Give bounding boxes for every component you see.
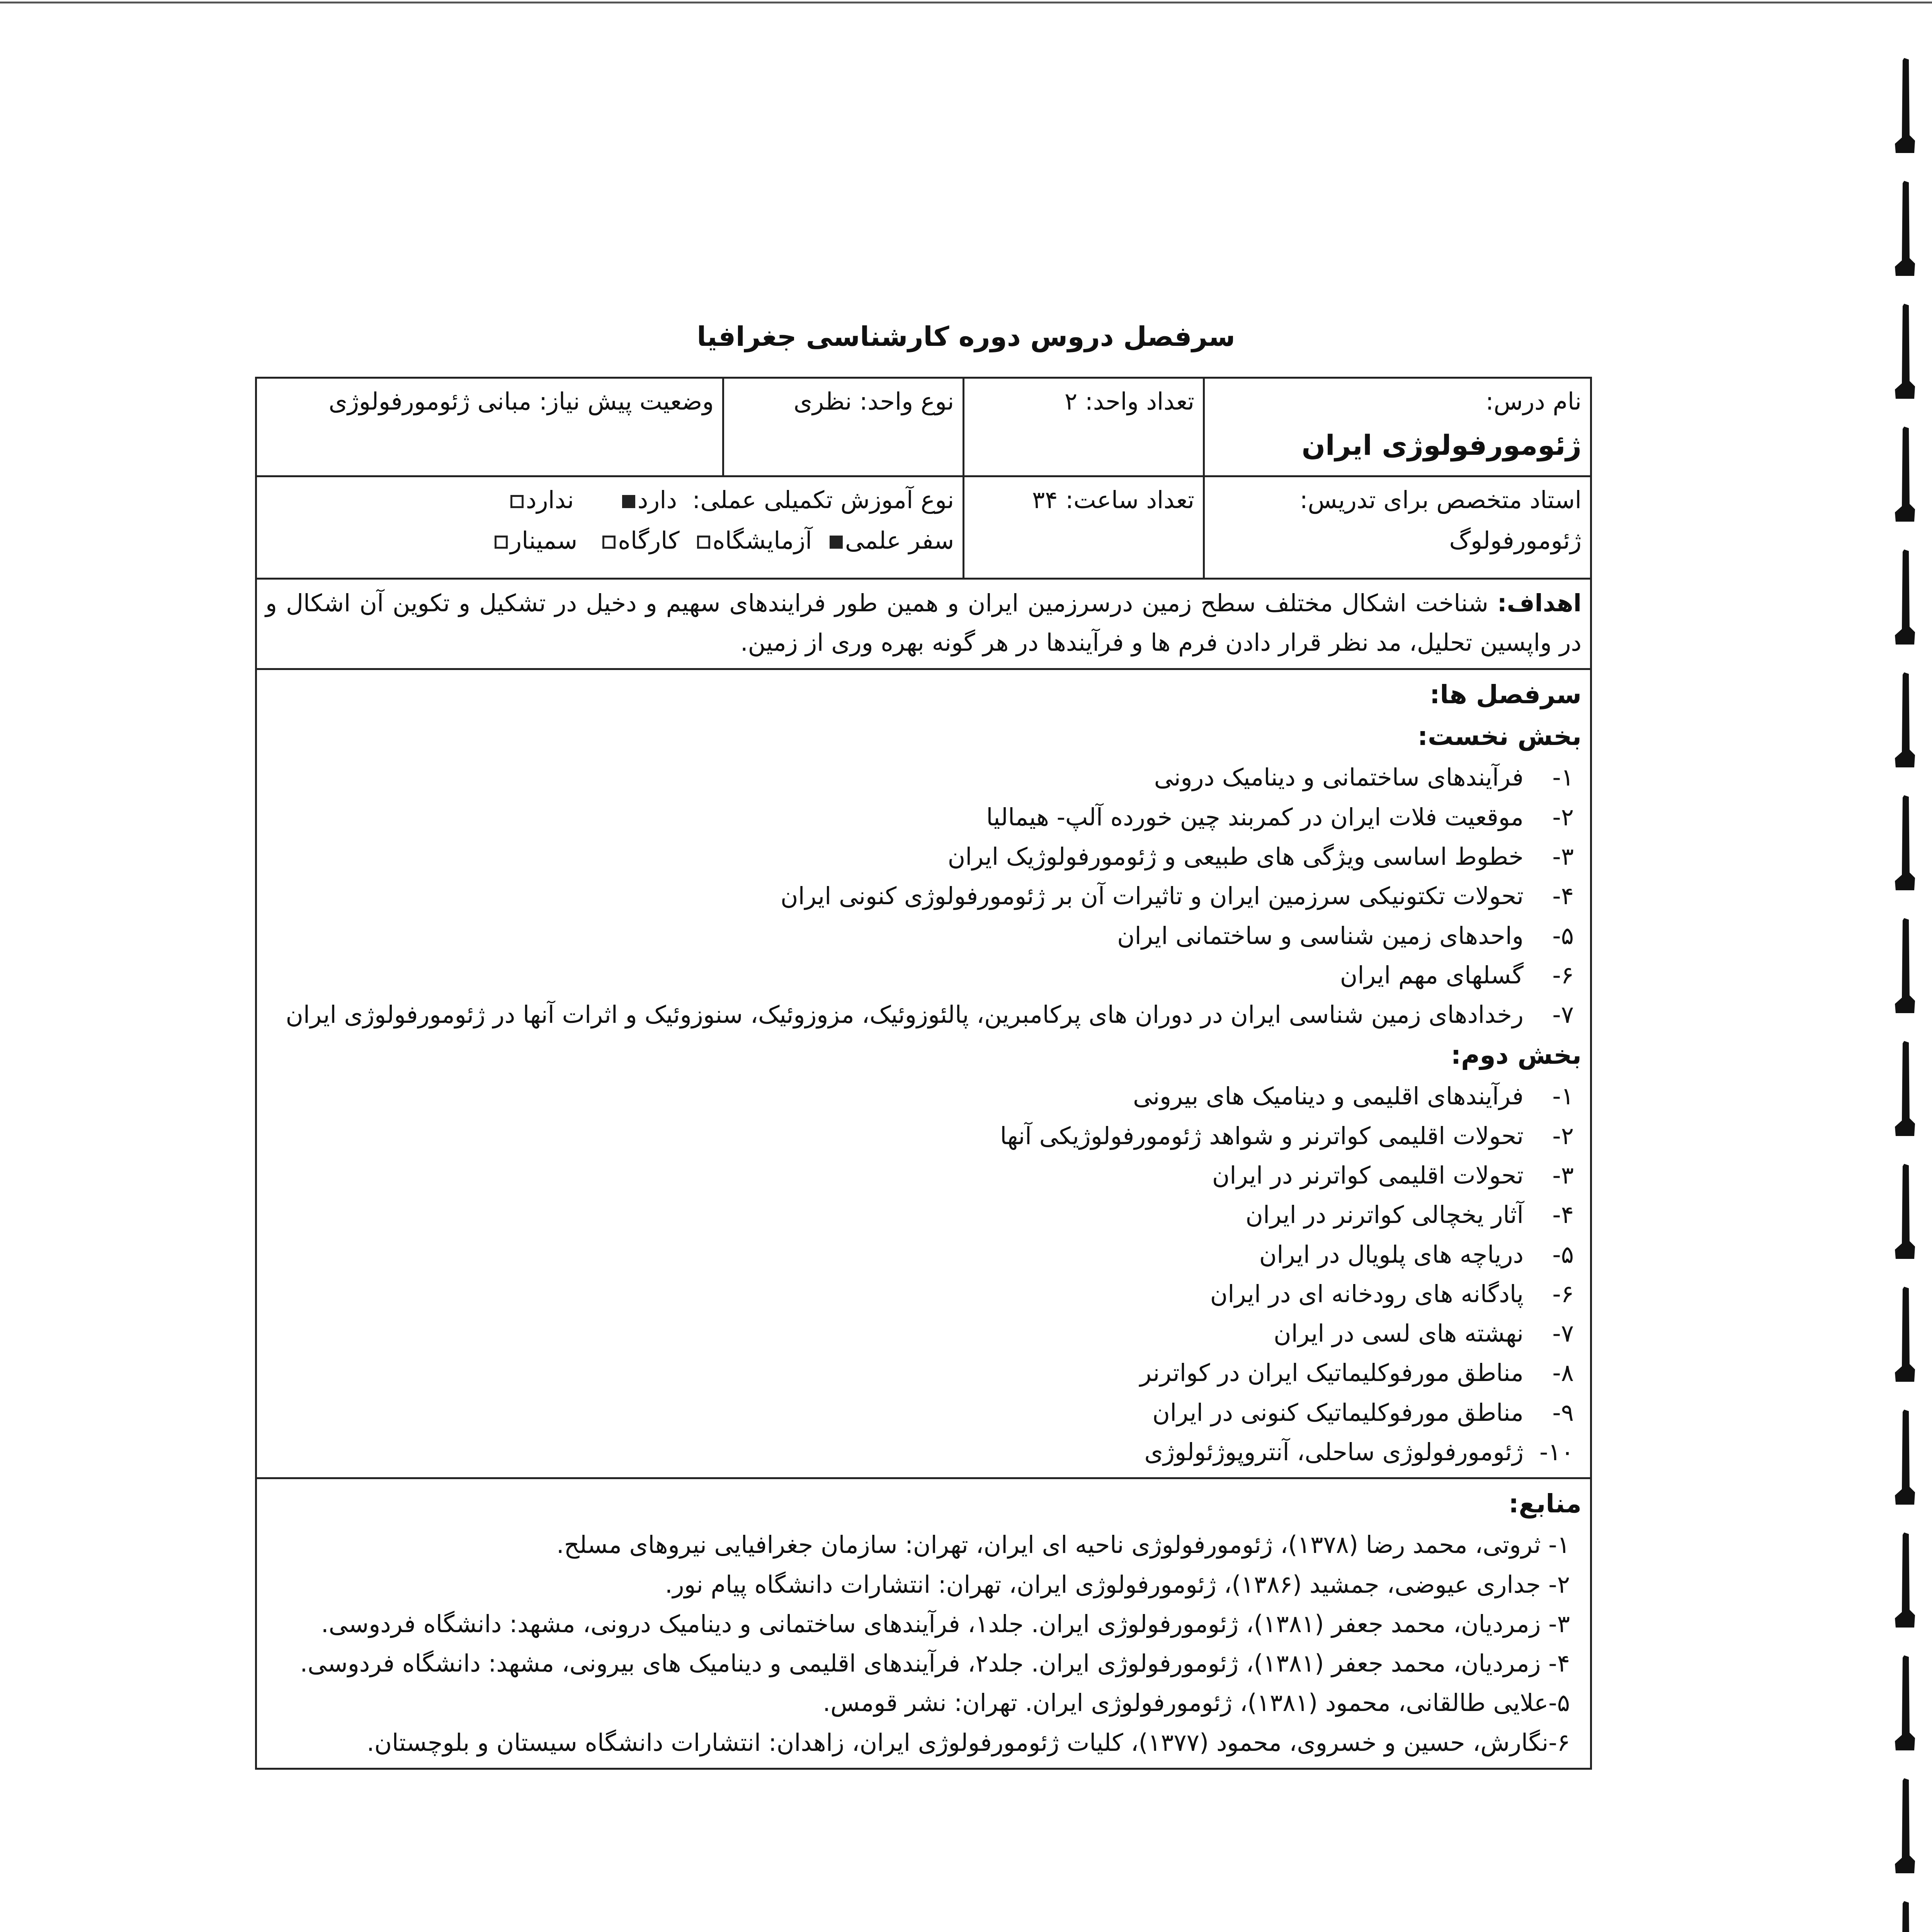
instructor: ژئومورفولوگ [1449,526,1582,555]
list-item [265,956,1574,995]
list-item-number: ۱- [1552,763,1574,792]
practical-none-checkbox [510,495,524,508]
sources-heading: منابع: [1509,1489,1582,1519]
list-item-text: خطوط اساسی ویژگی های طبیعی و ژئومورفولوژیک ایران [947,842,1524,871]
sources-list [265,1525,1582,1762]
syllabus-document [255,377,1592,1770]
list-item-number: ۲- [1552,1121,1574,1150]
lab-checkbox [697,536,710,549]
source-item: ۴- زمردیان، محمد جعفر (۱۳۸۱)، ژئومورفولوژی ایران. جلد۲، فرآیندهای اقلیمی و دینامیک های بیرونی، مشهد: دانشگاه فردوسی. [300,1649,1570,1678]
list-item [265,1077,1574,1116]
seminar-checkbox [495,536,508,549]
list-item-number: ۷- [1552,1000,1574,1029]
practical-type-row [265,520,954,561]
practical-cell [256,476,964,579]
list-item-number: ۱- [1552,1082,1574,1111]
source-item: ۳- زمردیان، محمد جعفر (۱۳۸۱)، ژئومورفولوژی ایران. جلد۱، فرآیندهای ساختمانی و دینامیک درونی، مشهد: دانشگاه فردوسی. [321,1609,1570,1638]
list-item-text: موقعیت فلات ایران در کمربند چین خورده آلپ- هیمالیا [986,803,1524,831]
list-item [265,1353,1574,1393]
course-info-table [255,377,1592,580]
list-item-text: مناطق مورفوکلیماتیک کنونی در ایران [1152,1398,1524,1427]
hours-count: تعداد ساعت: ۳۴ [1032,486,1195,514]
binder-mark [1893,58,1917,155]
objectives-label: اهداف: [1497,589,1582,617]
list-item [265,1156,1574,1195]
units-count: تعداد واحد: ۲ [1064,387,1195,415]
binder-mark [1893,1655,1917,1752]
list-item [265,758,1574,797]
source-item: ۶-نگارش، حسین و خسروی، محمود (۱۳۷۷)، کلیات ژئومورفولوژی ایران، زاهدان: انتشارات دانشگاه سیستان و بلوچستان. [367,1728,1570,1757]
list-item-text: فرآیندهای اقلیمی و دینامیک های بیرونی [1133,1082,1524,1111]
part2-heading: بخش دوم: [1451,1040,1582,1070]
binder-mark [1893,549,1917,646]
source-item: ۲- جداری عیوضی، جمشید (۱۳۸۶)، ژئومورفولوژی ایران، تهران: انتشارات دانشگاه پیام نور. [665,1570,1570,1599]
list-item-text: تحولات اقلیمی کواترنر در ایران [1212,1161,1524,1189]
syllabus-heading: سرفصل ها: [1429,679,1582,709]
hours-cell [964,476,1204,579]
course-name-label: نام درس: [1485,387,1582,415]
workshop-label: کارگاه [618,526,680,555]
list-item [265,1274,1574,1314]
syllabus-box [255,670,1592,1480]
list-item [265,1314,1574,1353]
binder-mark [1893,1041,1917,1138]
unit-type: نوع واحد: نظری [793,387,954,415]
list-item [265,1195,1574,1235]
instructor-label: استاد متخصص برای تدریس: [1299,486,1582,514]
list-item-text: ژئومورفولوژی ساحلی، آنتروپوژئولوژی [1144,1438,1524,1466]
lab-label: آزمایشگاه [713,526,812,555]
list-item-text: واحدهای زمین شناسی و ساختمانی ایران [1117,921,1524,950]
list-item-number: ۴- [1552,1201,1574,1229]
practical-has-label: دارد [637,486,677,514]
list-item-text: دریاچه های پلویال در ایران [1259,1240,1524,1269]
seminar-label: سمینار [510,526,578,555]
instructor-cell [1204,476,1591,579]
list-item-text: رخدادهای زمین شناسی ایران در دوران های پرکامبرین، پالئوزوئیک، مزوزوئیک، سنوزوئیک و اثرات آنها در ژئومورفولوژی ایران [286,1000,1524,1029]
practical-has-checkbox-checked [622,495,635,508]
practical-none-label: ندارد [526,486,574,514]
list-item-number: ۳- [1552,842,1574,871]
binder-mark [1893,181,1917,277]
binder-mark [1893,1901,1917,1932]
part2-list [265,1077,1582,1472]
practical-row [265,480,954,520]
prerequisite-cell [256,378,723,476]
field-trip-checkbox-checked [830,536,843,549]
list-item-text: مناطق مورفوکلیماتیک ایران در کواترنر [1139,1359,1524,1387]
list-item-number: ۸- [1552,1359,1574,1387]
course-name-cell [1204,378,1591,476]
list-item-text: نهشته های لسی در ایران [1274,1319,1524,1348]
binder-mark [1893,1410,1917,1506]
course-name: ژئومورفولوژی ایران [1301,429,1582,462]
binder-mark [1893,427,1917,523]
list-item [265,995,1574,1034]
list-item-number: ۵- [1552,921,1574,950]
prerequisite: وضعیت پیش نیاز: مبانی ژئومورفولوژی [328,387,714,415]
part1-heading: بخش نخست: [1417,721,1582,752]
binder-mark [1893,918,1917,1015]
list-item [265,798,1574,837]
list-item-number: ۹- [1552,1398,1574,1427]
list-item-text: تحولات اقلیمی کواترنر و شواهد ژئومورفولوژیکی آنها [1000,1121,1524,1150]
list-item-number: ۵- [1552,1240,1574,1269]
list-item [265,1393,1574,1432]
field-trip-label: سفر علمی [845,526,954,555]
objectives-box [255,580,1592,670]
list-item-number: ۱۰- [1539,1438,1574,1466]
list-item-number: ۷- [1552,1319,1574,1348]
list-item-text: آثار یخچالی کواترنر در ایران [1245,1201,1524,1229]
list-item-number: ۶- [1552,961,1574,989]
list-item [265,876,1574,916]
binder-mark [1893,304,1917,400]
list-item-number: ۲- [1552,803,1574,831]
list-item-text: تحولات تکتونیکی سرزمین ایران و تاثیرات آن بر ژئومورفولوژی کنونی ایران [780,882,1524,910]
binder-mark [1893,1778,1917,1875]
binder-mark [1893,1532,1917,1629]
part1-list [265,758,1582,1034]
list-item-text: فرآیندهای ساختمانی و دینامیک درونی [1154,763,1524,792]
page-title: سرفصل دروس دوره کارشناسی جغرافیا [697,321,1235,352]
binder-mark [1893,672,1917,769]
binder-mark [1893,1287,1917,1383]
scan-edge-line [0,2,1932,3]
list-item [265,916,1574,956]
practical-label: نوع آموزش تکمیلی عملی: [692,486,954,514]
list-item-number: ۴- [1552,882,1574,910]
list-item [265,1432,1574,1472]
source-item: ۱- ثروتی، محمد رضا (۱۳۷۸)، ژئومورفولوژی ناحیه ای ایران، تهران: سازمان جغرافیایی نیروهای مسلح. [556,1531,1570,1559]
binder-mark [1893,1164,1917,1260]
units-cell [964,378,1204,476]
unit-type-cell [723,378,964,476]
list-item-number: ۳- [1552,1161,1574,1189]
list-item-number: ۶- [1552,1279,1574,1308]
objectives-text: شناخت اشکال مختلف سطح زمین درسرزمین ایران و همین طور فرایندهای سهیم و دخیل در تشکیل و تکوین آن اشکال و در واپسین تحلیل، مد نظر قرار دادن فرم ها و فرآیندها در هر گونه بهره وری از زمین. [265,589,1582,657]
list-item-text: گسلهای مهم ایران [1340,961,1524,989]
list-item-text: پادگانه های رودخانه ای در ایران [1210,1279,1524,1308]
list-item [265,1235,1574,1274]
binder-mark [1893,795,1917,892]
list-item [265,1116,1574,1156]
workshop-checkbox [602,536,616,549]
list-item [265,837,1574,876]
source-item: ۵-علایی طالقانی، محمود (۱۳۸۱)، ژئومورفولوژی ایران. تهران: نشر قومس. [823,1689,1570,1717]
sources-box [255,1479,1592,1770]
